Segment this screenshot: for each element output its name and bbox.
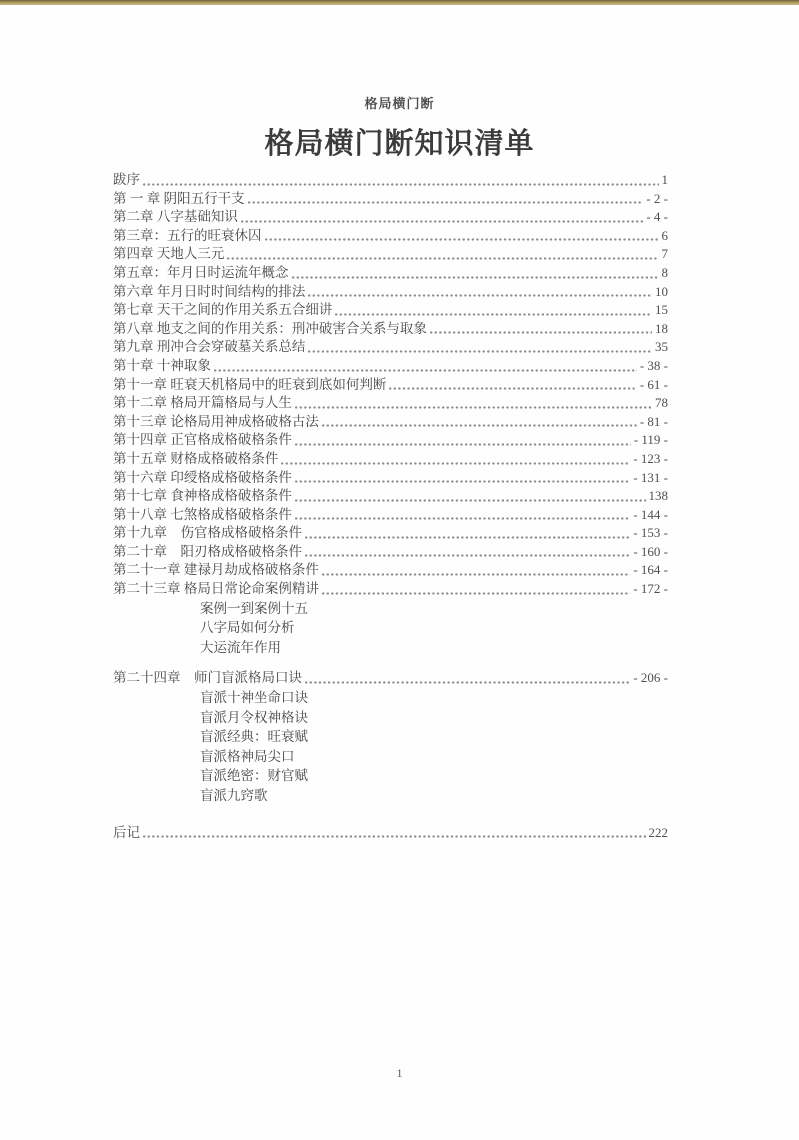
toc-page-number: - 2 - (646, 190, 668, 206)
toc-entry (113, 171, 668, 190)
toc-entry (113, 227, 668, 246)
toc-dotted-leader (241, 220, 643, 223)
toc-entry (113, 487, 668, 506)
toc-entry-label: 后记 (113, 824, 140, 840)
toc-entry-label: 盲派九窍歌 (200, 788, 268, 803)
toc-page-number: 10 (655, 283, 668, 299)
toc-dotted-leader (322, 573, 630, 576)
toc-entry (113, 431, 668, 450)
toc-entry-label: 第六章 年月日时时间结构的排法 (113, 283, 306, 299)
toc-dotted-leader (227, 257, 658, 260)
toc-subentry (113, 727, 668, 747)
toc-page-number: - 119 - (633, 432, 668, 448)
toc-dotted-leader (322, 424, 637, 427)
toc-dotted-leader (292, 276, 659, 279)
toc-dotted-leader (295, 443, 631, 446)
toc-page-number: 35 (655, 339, 668, 355)
toc-dotted-leader (265, 238, 659, 241)
toc-subentry (113, 708, 668, 728)
toc-entry-label: 第五章：年月日时运流年概念 (113, 264, 289, 280)
toc-subentry (113, 786, 668, 806)
toc-entry (113, 450, 668, 469)
toc-entry-label: 第三章：五行的旺衰休囚 (113, 227, 262, 243)
toc-subentry (113, 766, 668, 786)
toc-page-number: - 123 - (633, 450, 668, 466)
toc-dotted-leader (322, 592, 630, 595)
toc-entry-label: 第二十三章 格局日常论命案例精讲 (113, 581, 319, 597)
toc-page-number: - 81 - (639, 413, 668, 429)
toc-entry-label: 八字局如何分析 (200, 620, 295, 636)
toc-dotted-leader (143, 183, 659, 186)
toc-entry-label: 盲派绝密：财官赋 (200, 768, 308, 784)
toc-page-number: - 206 - (633, 670, 668, 686)
toc-entry (113, 413, 668, 432)
toc-dotted-leader (295, 406, 652, 409)
toc (113, 171, 668, 842)
toc-entry (113, 824, 668, 843)
toc-entry-label: 第十七章 食神格成格破格条件 (113, 488, 292, 504)
toc-entry (113, 245, 668, 264)
toc-dotted-leader (248, 201, 644, 204)
toc-page-number: - 160 - (633, 543, 668, 559)
toc-dotted-leader (281, 462, 630, 465)
toc-entry-label: 第四章 天地人三元 (113, 246, 225, 262)
toc-page-number: 1 (661, 172, 668, 187)
page-title: 格局横门断知识清单 (264, 128, 535, 160)
toc-entry (113, 301, 668, 320)
toc-entry-label: 第十五章 财格成格破格条件 (113, 450, 279, 466)
toc-dotted-leader (305, 554, 630, 557)
toc-page-number: - 153 - (633, 525, 668, 541)
toc-page-number: 7 (661, 246, 668, 262)
toc-page-number: 6 (661, 227, 668, 243)
toc-dotted-leader (430, 331, 652, 334)
toc-dotted-leader (308, 350, 652, 353)
toc-entry (113, 320, 668, 339)
toc-entry-label: 第二十四章 师门盲派格局口诀 (113, 670, 302, 686)
toc-entry (113, 669, 668, 688)
toc-entry (113, 208, 668, 227)
toc-page-number: - 61 - (639, 376, 668, 392)
toc-entry-label: 第二十一章 建禄月劫成格破格条件 (113, 562, 319, 578)
toc-subentry (113, 618, 668, 638)
toc-entry (113, 580, 668, 599)
toc-dotted-leader (295, 499, 646, 502)
toc-dotted-leader (214, 369, 637, 372)
toc-entry-label: 盲派十神坐命口诀 (200, 690, 308, 706)
toc-dotted-leader (305, 536, 630, 539)
toc-entry-label: 第十九章 伤官格成格破格条件 (113, 525, 302, 541)
toc-entry-label: 案例一到案例十五 (200, 600, 308, 616)
toc-entry-label: 第 一 章 阴阳五行干支 (113, 190, 245, 206)
toc-subentry (113, 599, 668, 619)
toc-page-number: 15 (655, 302, 668, 318)
toc-page-number: 78 (655, 395, 668, 411)
toc-dotted-leader (295, 480, 630, 483)
toc-page-number: - 38 - (639, 357, 668, 373)
toc-page-number: - 131 - (633, 469, 668, 485)
toc-entry (113, 394, 668, 413)
running-header: 格局横门断 (364, 96, 435, 111)
toc-entry-label: 盲派月令权神格诀 (200, 709, 308, 725)
toc-page-number: 222 (648, 824, 668, 840)
toc-entry (113, 524, 668, 543)
toc-subentry (113, 688, 668, 708)
toc-subentry (113, 747, 668, 767)
toc-entry (113, 357, 668, 376)
toc-page-number: - 164 - (633, 562, 668, 578)
toc-page-number: - 144 - (633, 506, 668, 522)
toc-dotted-leader (143, 835, 646, 838)
toc-entry (113, 543, 668, 562)
toc-entry-label: 第二十章 阳刃格成格破格条件 (113, 543, 302, 559)
toc-page-number: - 172 - (633, 581, 668, 597)
toc-entry (113, 264, 668, 283)
toc-page-number: - 4 - (646, 209, 668, 225)
toc-entry (113, 376, 668, 395)
toc-entry-label: 第二章 八字基础知识 (113, 209, 238, 225)
toc-page-number: 138 (648, 488, 668, 504)
toc-page-number: 8 (661, 264, 668, 280)
toc-entry-label: 第八章 地支之间的作用关系：刑冲破害合关系与取象 (113, 320, 427, 336)
toc-dotted-leader (295, 517, 630, 520)
toc-entry-label: 盲派格神局尖口 (200, 748, 295, 764)
toc-entry-label: 第十一章 旺衰天机格局中的旺衰到底如何判断 (113, 376, 387, 392)
toc-page-number: 18 (655, 320, 668, 336)
toc-entry-label: 第十三章 论格局用神成格破格古法 (113, 413, 319, 429)
toc-entry-label: 第十二章 格局开篇格局与人生 (113, 395, 292, 411)
toc-entry-label: 第十六章 印绶格成格破格条件 (113, 469, 292, 485)
toc-subentry (113, 638, 668, 658)
toc-dotted-leader (335, 313, 652, 316)
toc-entry (113, 561, 668, 580)
toc-dotted-leader (305, 681, 630, 684)
toc-entry-label: 第七章 天干之间的作用关系五合细讲 (113, 302, 333, 318)
toc-entry-label: 第十章 十神取象 (113, 357, 211, 373)
toc-entry (113, 190, 668, 209)
toc-dotted-leader (308, 294, 652, 297)
toc-entry (113, 506, 668, 525)
toc-dotted-leader (389, 387, 636, 390)
toc-entry-label: 第十八章 七煞格成格破格条件 (113, 506, 292, 522)
footer-page-number: 1 (396, 1066, 403, 1080)
toc-entry-label: 跋序 (113, 172, 140, 187)
top-gold-border (0, 0, 799, 5)
toc-entry (113, 283, 668, 302)
toc-entry (113, 338, 668, 357)
toc-entry-label: 大运流年作用 (200, 639, 281, 655)
toc-entry (113, 469, 668, 488)
toc-entry-label: 第十四章 正官格成格破格条件 (113, 432, 292, 448)
toc-entry-label: 盲派经典：旺衰赋 (200, 729, 308, 745)
toc-entry-label: 第九章 刑冲合会穿破墓关系总结 (113, 339, 306, 355)
